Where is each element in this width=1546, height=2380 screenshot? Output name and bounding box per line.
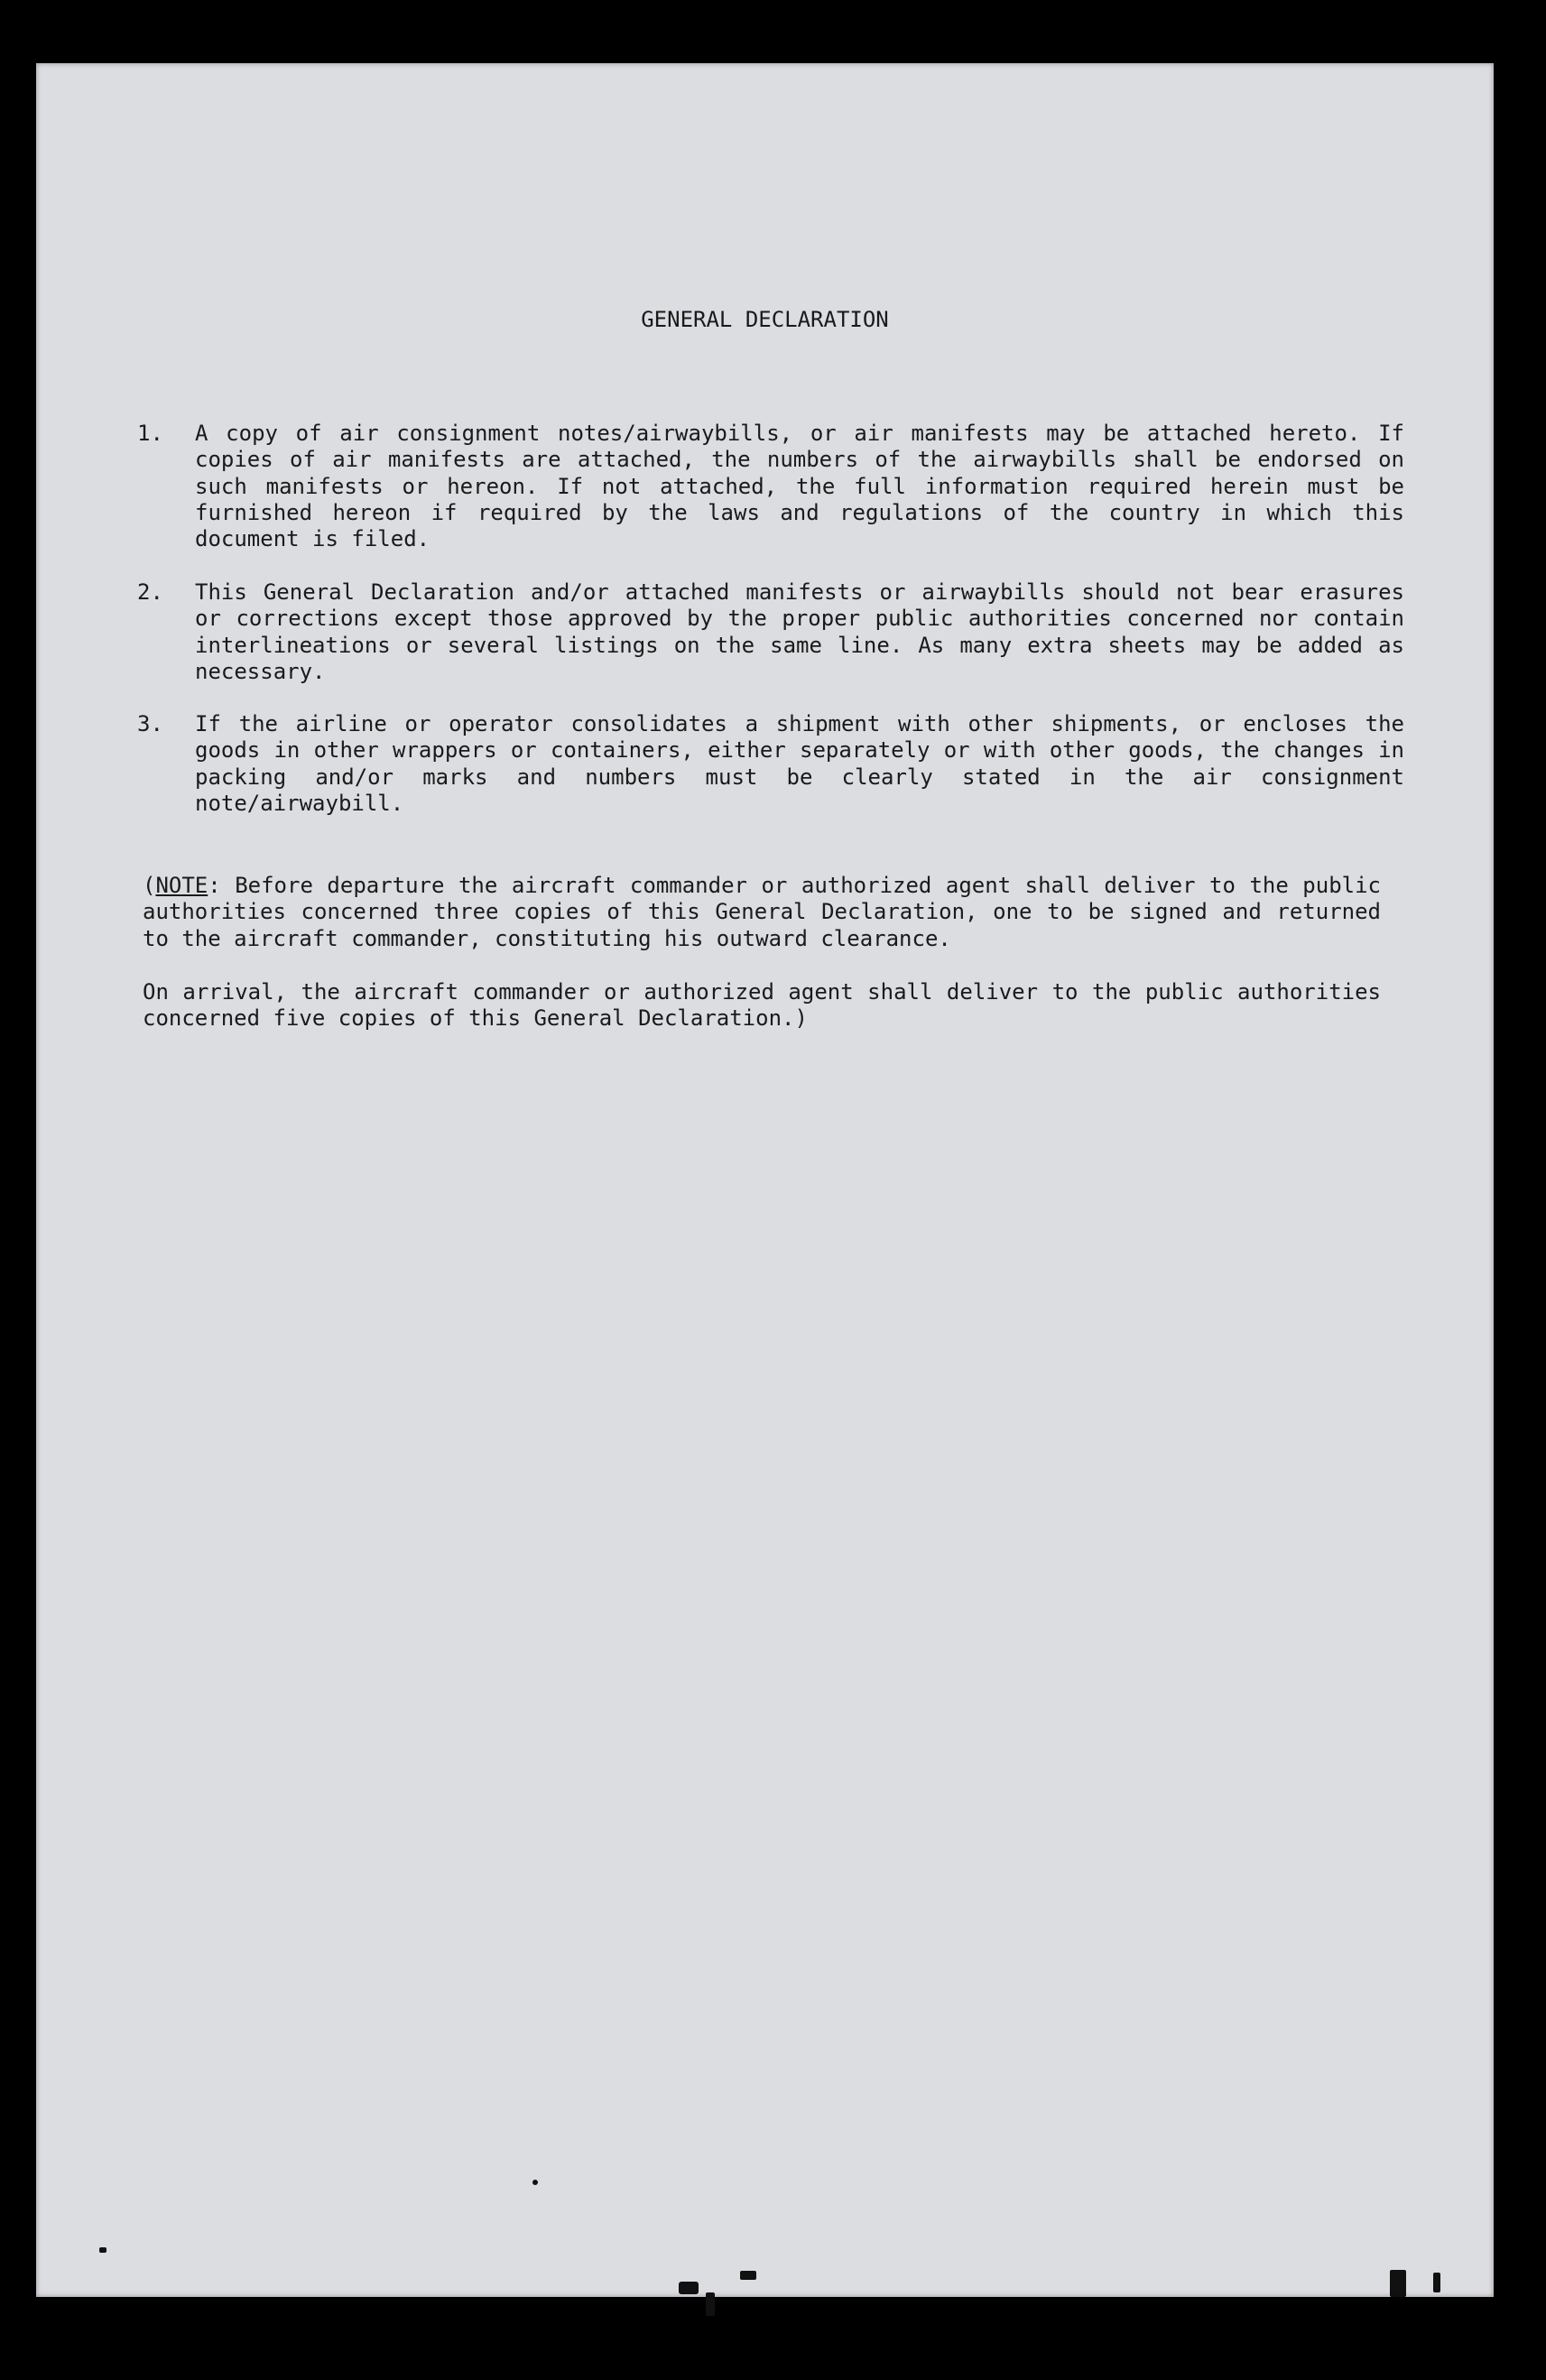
item-text: If the airline or operator consolidates a shipment with other shipments, or encloses the goods in other wrappers or containers, either separately or with other goods, the changes in packing and/or marks and numbers must be clearly stated in the air consignment note/airwaybill.: [195, 711, 1404, 816]
note-colon: :: [208, 873, 221, 898]
document-title: GENERAL DECLARATION: [641, 307, 889, 332]
scan-artifact: [740, 2271, 756, 2280]
note-label: NOTE: [155, 873, 208, 898]
note-paragraph: [143, 873, 1381, 952]
scan-artifact: [1433, 2273, 1440, 2292]
note-open-paren: (: [143, 873, 156, 898]
scan-artifact: [99, 2247, 106, 2253]
item-text: A copy of air consignment notes/airwaybills, or air manifests may be attached hereto. If copies of air manifests are attached, the numbers of the airwaybills shall be endorsed on such manifests or hereon. If not attached, the full information required herein must be furnished hereon if required by the laws and regulations of the country in which this document is filed.: [195, 421, 1404, 552]
scan-artifact: [706, 2292, 715, 2316]
document-page: [36, 63, 1494, 2297]
item-number: 1.: [137, 421, 163, 446]
scan-artifact: [532, 2180, 538, 2185]
scan-artifact: [679, 2282, 699, 2294]
arrival-paragraph: On arrival, the aircraft commander or authorized agent shall deliver to the public authorities concerned five copies of this General Declaration.): [143, 979, 1381, 1032]
scan-artifact: [1390, 2270, 1406, 2297]
item-number: 2.: [137, 579, 163, 605]
item-text: This General Declaration and/or attached manifests or airwaybills should not bear erasures or corrections except those approved by the proper public authorities concerned nor contain interlineations or several listings on the same line. As many extra sheets may be added as necessary.: [195, 579, 1404, 684]
item-number: 3.: [137, 711, 163, 736]
note-text: Before departure the aircraft commander or authorized agent shall deliver to the public authorities concerned three copies of this General Declaration, one to be signed and returned to the aircraft commander, constituting his outward clearance.: [143, 873, 1381, 951]
